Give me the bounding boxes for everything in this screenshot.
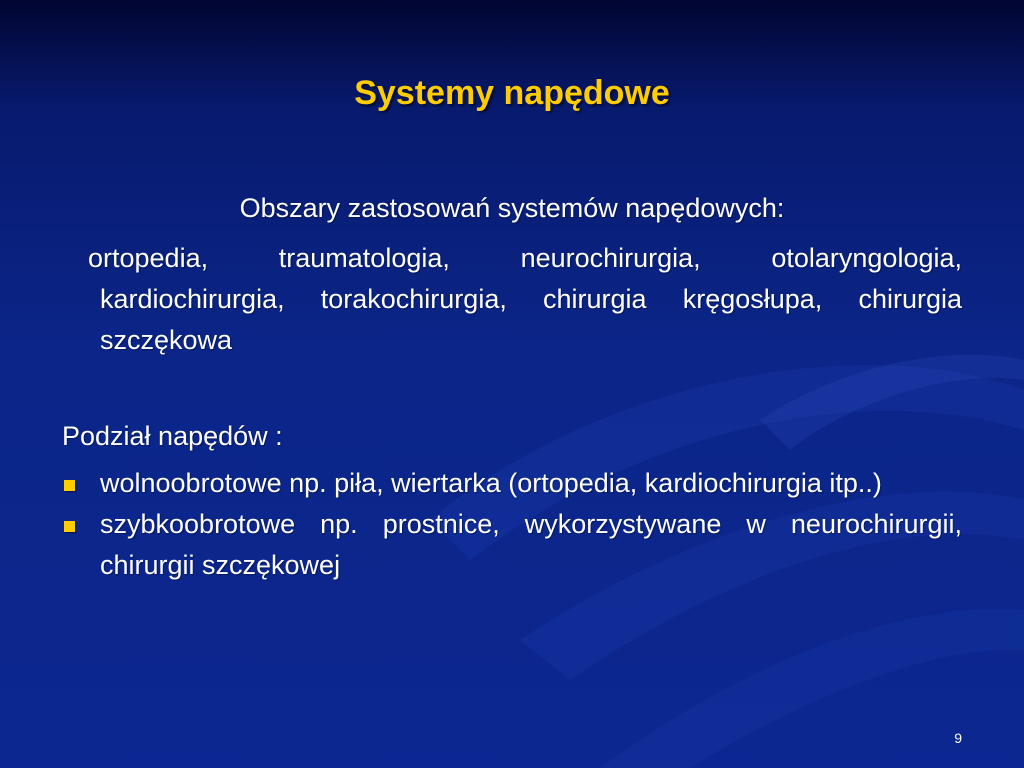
- list-item-slow-speed: [62, 463, 962, 504]
- square-bullet-icon: [64, 521, 75, 532]
- list-item-text: wolnoobrotowe np. piła, wiertarka (ortopedia, kardiochirurgia itp..): [100, 468, 882, 498]
- drive-division-heading: Podział napędów :: [62, 421, 283, 451]
- list-item-text: szybkoobrotowe np. prostnice, wykorzystywane w neurochirurgii, chirurgii szczękowej: [100, 509, 962, 580]
- list-item-high-speed: [62, 504, 962, 586]
- drive-types-list: [62, 463, 962, 586]
- square-bullet-icon: [64, 480, 75, 491]
- page-number: 9: [954, 730, 962, 746]
- applications-heading: Obszary zastosowań systemów napędowych:: [239, 193, 785, 223]
- slide-title: Systemy napędowe: [354, 74, 670, 112]
- applications-list-text: ortopedia, traumatologia, neurochirurgia, otolaryngologia, kardiochirurgia, torakochirurgia, chirurgia kręgosłupa, chirurgia szczękowa: [88, 243, 962, 355]
